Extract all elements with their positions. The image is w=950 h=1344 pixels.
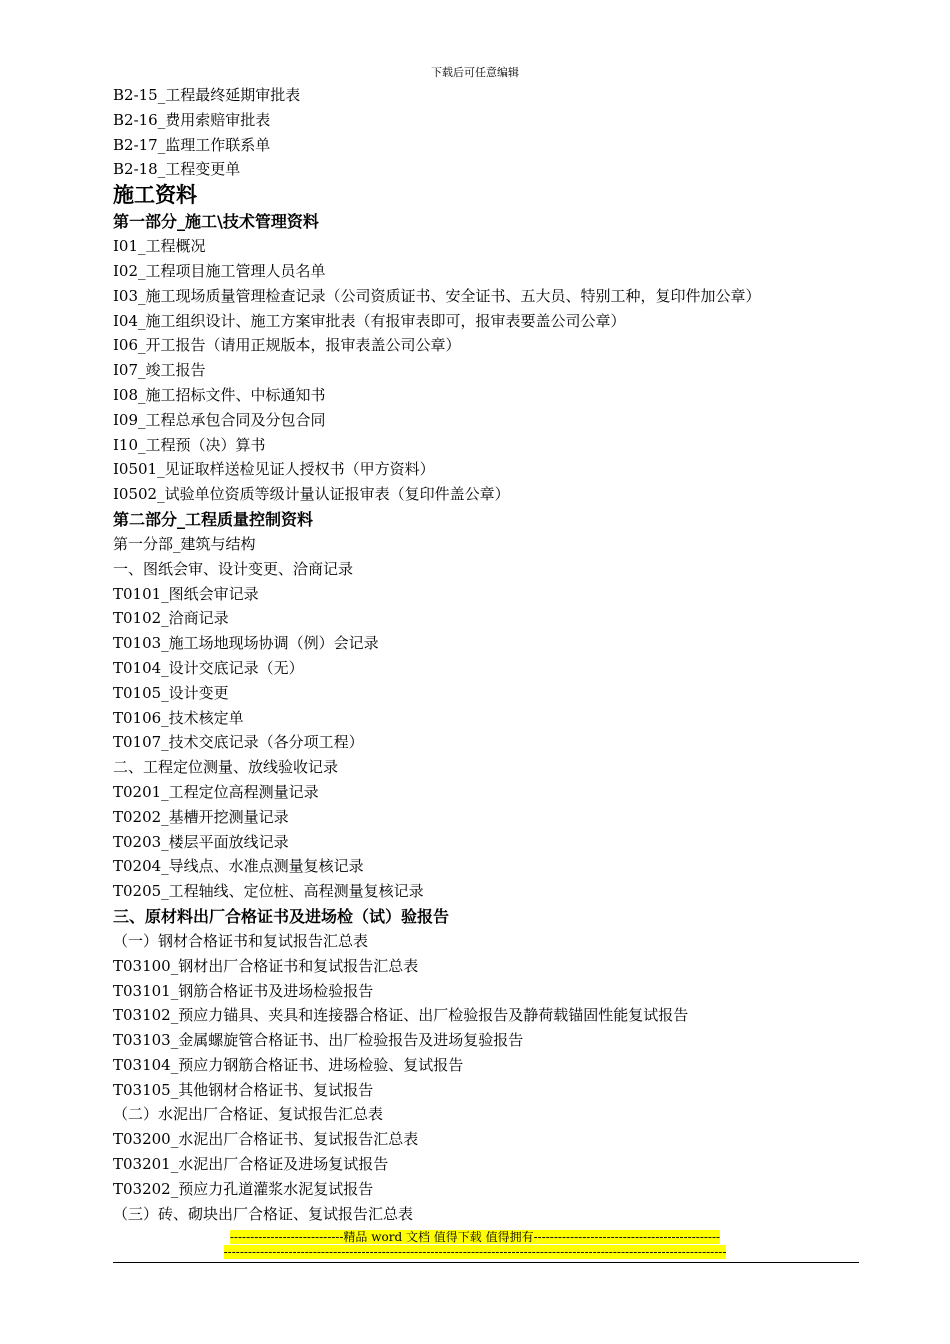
document-line: T03104_预应力钢筋合格证书、进场检验、复试报告 [113, 1055, 464, 1074]
document-line: I06_开工报告（请用正规版本，报审表盖公司公章） [113, 336, 461, 355]
document-line: 二、工程定位测量、放线验收记录 [113, 758, 339, 777]
document-line: I10_工程预（决）算书 [113, 435, 266, 454]
document-line: T0104_设计交底记录（无） [113, 658, 304, 677]
section-title: 施工资料 [113, 183, 197, 208]
document-line: I03_施工现场质量管理检查记录（公司资质证书、安全证书、五大员、特别工种，复印件加公章） [113, 286, 761, 305]
document-line: T0202_基槽开挖测量记录 [113, 807, 289, 826]
document-line: （三）砖、砌块出厂合格证、复试报告汇总表 [113, 1204, 414, 1223]
document-line: （二）水泥出厂合格证、复试报告汇总表 [113, 1105, 384, 1124]
document-line: T03100_钢材出厂合格证书和复试报告汇总表 [113, 956, 419, 975]
document-line: T0101_图纸会审记录 [113, 584, 259, 603]
document-line: T0103_施工场地现场协调（例）会记录 [113, 634, 379, 653]
document-line: I0502_试验单位资质等级计量认证报审表（复印件盖公章） [113, 485, 510, 504]
document-line: I0501_见证取样送检见证人授权书（甲方资料） [113, 460, 435, 479]
section-heading: 三、原材料出厂合格证书及进场检（试）验报告 [113, 906, 450, 926]
document-line: T03105_其他钢材合格证书、复试报告 [113, 1080, 374, 1099]
document-line: 第一分部_建筑与结构 [113, 534, 256, 553]
document-line: T0204_导线点、水准点测量复核记录 [113, 857, 364, 876]
document-line: T03202_预应力孔道灌浆水泥复试报告 [113, 1179, 374, 1198]
document-line: B2-15_工程最终延期审批表 [113, 86, 301, 104]
document-line: T0105_设计变更 [113, 683, 229, 702]
document-line: T0107_技术交底记录（各分项工程） [113, 733, 364, 752]
footer-banner-text-2: ---------------------------------------------------------------------------------------------------------------------------- [223, 1245, 727, 1259]
section-heading: 第一部分_施工\技术管理资料 [113, 212, 319, 232]
footer-banner-line-2 [0, 1245, 950, 1260]
document-line: T0106_技术核定单 [113, 708, 244, 727]
document-line: I07_竣工报告 [113, 361, 206, 380]
document-line: T03103_金属螺旋管合格证书、出厂检验报告及进场复验报告 [113, 1031, 524, 1050]
document-line: T03101_钢筋合格证书及进场检验报告 [113, 981, 374, 1000]
document-line: 一、图纸会审、设计变更、洽商记录 [113, 559, 354, 578]
document-line: I08_施工招标文件、中标通知书 [113, 385, 326, 404]
document-line: B2-17_监理工作联系单 [113, 135, 271, 154]
footer-banner-line-1 [0, 1230, 950, 1245]
document-line: B2-16_费用索赔审批表 [113, 110, 271, 129]
document-line: B2-18_工程变更单 [113, 160, 241, 179]
footer-rule [113, 1262, 859, 1263]
document-line: （一）钢材合格证书和复试报告汇总表 [113, 931, 369, 950]
document-line: T0201_工程定位高程测量记录 [113, 782, 319, 801]
header-note: 下载后可任意编辑 [431, 66, 519, 79]
document-line: I02_工程项目施工管理人员名单 [113, 261, 326, 280]
document-line: T03200_水泥出厂合格证书、复试报告汇总表 [113, 1130, 419, 1149]
document-line: T0205_工程轴线、定位桩、高程测量复核记录 [113, 882, 424, 901]
document-line: I09_工程总承包合同及分包合同 [113, 410, 326, 429]
document-body [113, 83, 853, 1226]
document-line: T0203_楼层平面放线记录 [113, 832, 289, 851]
document-line: T03102_预应力锚具、夹具和连接器合格证、出厂检验报告及静荷载锚固性能复试报告 [113, 1006, 689, 1025]
section-heading: 第二部分_工程质量控制资料 [113, 509, 314, 529]
document-line: T0102_洽商记录 [113, 609, 229, 628]
document-line: I04_施工组织设计、施工方案审批表（有报审表即可，报审表要盖公司公章） [113, 311, 626, 330]
document-line: T03201_水泥出厂合格证及进场复试报告 [113, 1155, 389, 1174]
document-line: I01_工程概况 [113, 237, 206, 256]
footer-banner-text-1: ----------------------------精品 word 文档 值得下载 值得拥有---------------------------------------------- [229, 1230, 721, 1244]
